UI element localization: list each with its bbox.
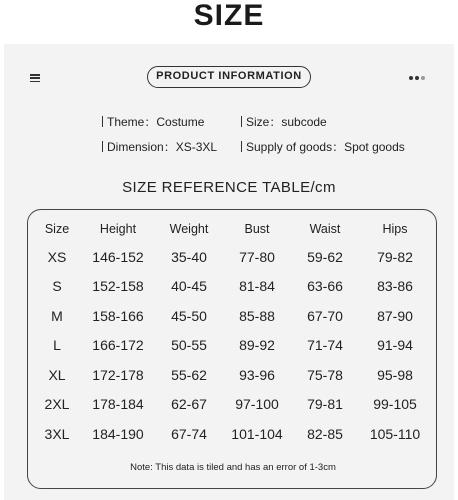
table-cell: 99-105 [373,396,417,413]
table-cell: 87-90 [377,307,413,324]
table-cell: 40-45 [171,278,207,295]
table-cell: 75-78 [307,366,343,383]
table-cell: 89-92 [239,337,275,354]
header-hips: Hips [382,222,408,236]
table-cell: 63-66 [307,278,343,295]
size-table-box [27,209,437,489]
table-row [34,272,432,302]
product-info-panel [4,44,454,500]
table-cell: 2XL [44,396,70,413]
table-row [34,242,432,272]
table-cell: 71-74 [307,337,343,354]
header-weight: Weight [169,222,209,236]
size-table-title: SIZE REFERENCE TABLE/cm [122,179,336,196]
table-cell: 81-84 [239,278,275,295]
table-cell: 35-40 [171,248,207,265]
product-information-label: PRODUCT INFORMATION [147,66,311,88]
table-row [34,360,432,390]
table-cell: L [53,337,61,354]
table-note: Note: This data is tiled and has an error of 1-3cm [130,462,336,473]
spec-dimension [102,138,217,155]
spec-supply [241,138,405,155]
table-cell: 79-82 [377,248,413,265]
header-height: Height [99,222,137,236]
spec-size-text: Size：subcode [246,115,327,129]
table-cell: 97-100 [235,396,279,413]
header-waist: Waist [309,222,341,236]
table-cell: 172-178 [92,366,144,383]
table-cell: 166-172 [92,337,144,354]
table-cell: 62-67 [171,396,207,413]
table-cell: 67-74 [171,425,207,442]
header-size: Size [44,222,70,236]
table-cell: 101-104 [231,425,283,442]
table-cell: S [52,278,62,295]
hamburger-menu-icon[interactable] [30,74,40,82]
table-cell: 55-62 [171,366,207,383]
table-cell: 91-94 [377,337,413,354]
table-cell: 82-85 [307,425,343,442]
table-cell: 93-96 [239,366,275,383]
table-cell: 83-86 [377,278,413,295]
table-cell: 45-50 [171,307,207,324]
table-cell: 50-55 [171,337,207,354]
table-cell: 3XL [44,425,70,442]
spec-theme-text: Theme：Costume [107,115,205,129]
table-cell: M [51,307,63,324]
table-row [34,419,432,449]
spec-theme [102,113,204,130]
size-reference-table [34,216,432,449]
table-cell: 85-88 [239,307,275,324]
table-cell: 146-152 [92,248,144,265]
header-bust: Bust [244,222,270,236]
page-title: SIZE [193,0,265,32]
table-row [34,331,432,361]
table-cell: 105-110 [369,425,421,442]
table-cell: XL [48,366,66,383]
table-cell: XS [47,248,67,265]
table-row [34,301,432,331]
spec-divider [102,116,103,127]
more-dots-icon[interactable] [409,76,429,81]
table-cell: 178-184 [92,396,144,413]
table-cell: 67-70 [307,307,343,324]
spec-dimension-text: Dimension：XS-3XL [107,140,218,154]
spec-divider [241,116,242,127]
spec-size [241,113,327,130]
table-header-row [34,216,432,242]
table-cell: 152-158 [92,278,144,295]
table-cell: 79-81 [307,396,343,413]
table-cell: 95-98 [377,366,413,383]
spec-supply-text: Supply of goods：Spot goods [246,140,405,154]
table-cell: 158-166 [92,307,144,324]
spec-divider [102,141,103,152]
table-row [34,390,432,420]
table-cell: 184-190 [92,425,144,442]
spec-divider [241,141,242,152]
table-cell: 59-62 [307,248,343,265]
table-cell: 77-80 [239,248,275,265]
